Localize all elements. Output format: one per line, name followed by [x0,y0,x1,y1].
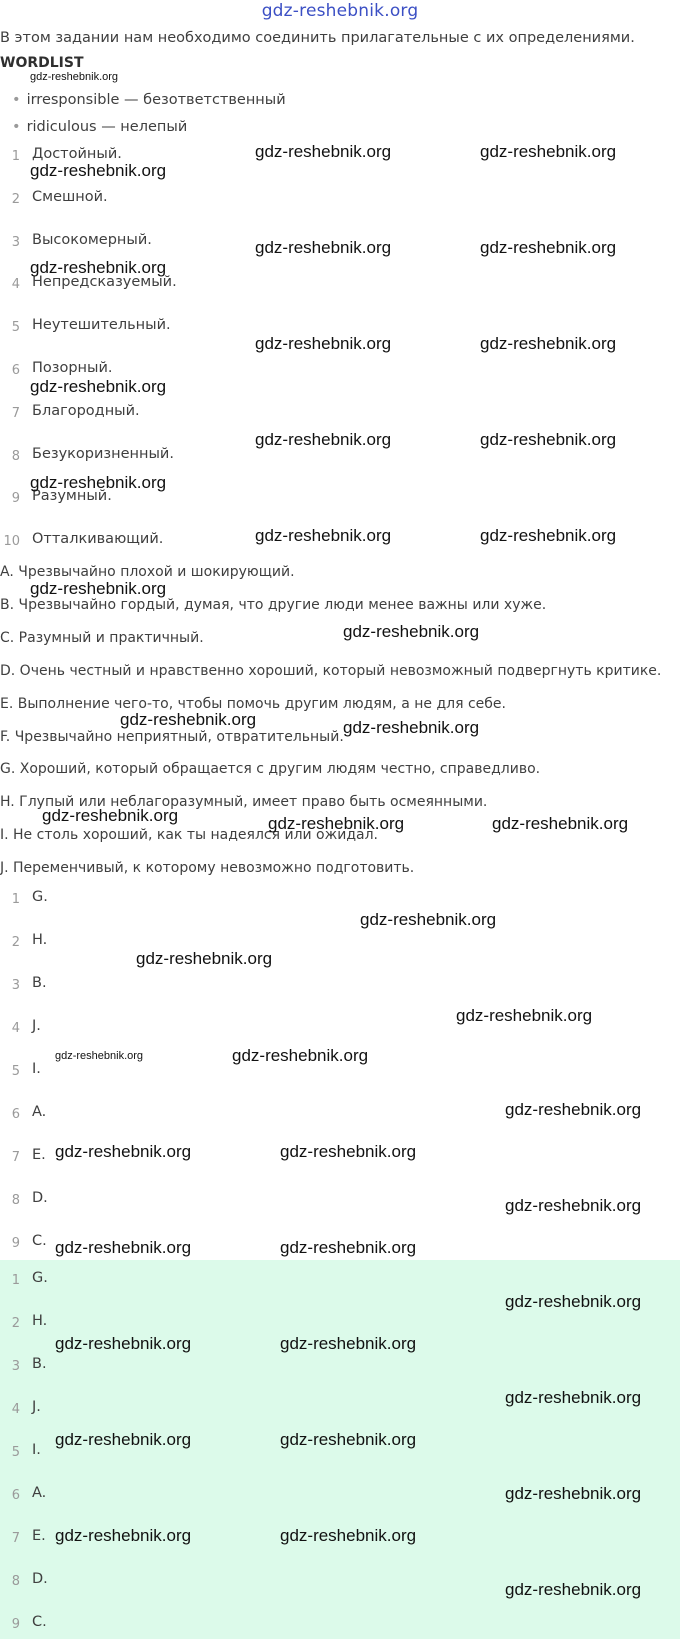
item-number: 9 [11,491,20,507]
watermark: gdz-reshebnik.org [55,1142,192,1161]
watermark: gdz-reshebnik.org [55,1430,192,1449]
watermark: gdz-reshebnik.org [480,430,617,449]
definition-row: E. Выполнение чего-то, чтобы помочь другим людям, а не для себе. [0,695,506,712]
bullet-icon: • [12,119,21,135]
item-text: I. [32,1061,41,1077]
item-number: 4 [11,1402,20,1417]
watermark: gdz-reshebnik.org [343,718,480,737]
wordlist-heading: WORDLIST [0,55,84,71]
item-text: Отталкивающий. [32,531,164,548]
item-text: H. [32,932,48,948]
item-number: 3 [11,978,20,993]
item-number: 1 [11,1273,20,1288]
item-text: D. [32,1571,48,1587]
watermark: gdz-reshebnik.org [492,814,629,833]
watermark: gdz-reshebnik.org [55,1334,192,1353]
adjective-row [0,403,680,423]
item-number: 7 [11,1531,20,1546]
item-text: I. [32,1442,41,1458]
watermark: gdz-reshebnik.org [55,1238,192,1257]
watermark: gdz-reshebnik.org [55,1526,192,1545]
watermark: gdz-reshebnik.org [30,161,167,180]
answer-row [0,975,680,995]
item-text: Смешной. [32,188,108,205]
watermark: gdz-reshebnik.org [280,1526,417,1545]
item-text: E. [32,1528,46,1544]
watermark: gdz-reshebnik.org [480,526,617,545]
definition-row: B. Чрезвычайно гордый, думая, что другие люди менее важны или хуже. [0,596,547,613]
bullet-icon: • [12,92,21,108]
watermark: gdz-reshebnik.org [456,1006,593,1025]
item-number: 9 [11,1236,20,1251]
watermark: gdz-reshebnik.org [280,1238,417,1257]
item-text: A. [32,1485,47,1501]
answer-row [0,1270,680,1290]
item-number: 8 [11,1574,20,1589]
item-text: E. [32,1147,46,1163]
answer-row [0,932,680,952]
item-text: D. [32,1190,48,1206]
item-text: C. [32,1614,47,1630]
item-number: 7 [11,405,20,421]
answer-row [0,889,680,909]
watermark: gdz-reshebnik.org [255,142,392,161]
item-text: H. [32,1313,48,1329]
watermark: gdz-reshebnik.org [232,1046,369,1065]
adjective-row [0,189,680,209]
definition-row: F. Чрезвычайно неприятный, отвратительный. [0,728,344,745]
item-text: C. [32,1233,47,1249]
item-number: 2 [11,191,20,207]
watermark: gdz-reshebnik.org [255,334,392,353]
item-text: Позорный. [32,360,113,376]
item-text: A. [32,1104,47,1120]
item-number: 6 [11,1488,20,1503]
item-text: B. [32,1356,47,1372]
item-number: 8 [11,448,20,464]
wordlist-item: • ridiculous — нелепый [12,119,188,135]
item-text: Разумный. [32,488,112,505]
item-number: 7 [11,1150,20,1165]
watermark: gdz-reshebnik.org [42,806,179,825]
watermark: gdz-reshebnik.org [55,1050,144,1062]
item-number: 9 [11,1617,20,1632]
item-number: 6 [11,1107,20,1122]
item-text: J. [32,1399,41,1415]
item-text: J. [32,1018,41,1034]
watermark: gdz-reshebnik.org [480,142,617,161]
watermark: gdz-reshebnik.org [120,710,257,729]
answer-row [0,1356,680,1376]
item-text: Высокомерный. [32,231,152,248]
item-number: 4 [11,1021,20,1036]
watermark: gdz-reshebnik.org [30,71,119,83]
definition-row: A. Чрезвычайно плохой и шокирующий. [0,564,295,580]
item-text: Безукоризненный. [32,445,174,462]
item-number: 2 [11,1316,20,1331]
watermark: gdz-reshebnik.org [505,1292,642,1311]
definition-row: G. Хороший, который обращается с другим людям честно, справедливо. [0,761,541,778]
watermark: gdz-reshebnik.org [505,1580,642,1599]
definition-row: H. Глупый или неблагоразумный, имеет право быть осмеянными. [0,794,488,811]
item-text: Непредсказуемый. [32,274,177,291]
site-header[interactable]: gdz-reshebnik.org [261,1,419,21]
watermark: gdz-reshebnik.org [136,949,273,968]
watermark: gdz-reshebnik.org [505,1196,642,1215]
item-number: 2 [11,935,20,950]
watermark: gdz-reshebnik.org [505,1100,642,1119]
definition-row: J. Переменчивый, к которому невозможно подготовить. [0,860,415,877]
watermark: gdz-reshebnik.org [30,473,167,492]
item-number: 5 [11,320,20,336]
watermark: gdz-reshebnik.org [280,1142,417,1161]
item-text: G. [32,1270,48,1286]
answer-row [0,1614,680,1634]
item-number: 5 [11,1064,20,1079]
watermark: gdz-reshebnik.org [360,910,497,929]
watermark: gdz-reshebnik.org [30,377,167,396]
watermark: gdz-reshebnik.org [30,258,167,277]
wordlist-item: • irresponsible — безответственный [12,92,286,108]
watermark: gdz-reshebnik.org [268,814,405,833]
watermark: gdz-reshebnik.org [505,1484,642,1503]
watermark: gdz-reshebnik.org [255,238,392,257]
item-number: 8 [11,1193,20,1208]
intro-text: В этом задании нам необходимо соединить прилагательные с их определениями. [0,30,635,46]
watermark: gdz-reshebnik.org [280,1334,417,1353]
item-number: 5 [11,1445,20,1460]
item-text: Неутешительный. [32,317,171,334]
item-number: 3 [11,234,20,250]
definition-row: I. Не столь хороший, как ты надеялся или ожидал. [0,827,378,844]
item-number: 1 [11,892,20,907]
item-number: 6 [11,363,20,378]
item-number: 1 [11,149,20,164]
watermark: gdz-reshebnik.org [280,1430,417,1449]
item-text: Благородный. [32,402,140,419]
watermark: gdz-reshebnik.org [480,238,617,257]
definition-row: C. Разумный и практичный. [0,629,204,646]
watermark: gdz-reshebnik.org [505,1388,642,1407]
item-text: B. [32,975,47,991]
watermark: gdz-reshebnik.org [30,579,167,598]
watermark: gdz-reshebnik.org [343,622,480,641]
item-text: Достойный. [32,146,122,162]
definition-row: D. Очень честный и нравственно хороший, который невозможный подвергнуть критике. [0,662,662,679]
item-number: 4 [11,277,20,293]
item-number: 3 [11,1359,20,1374]
item-number: 10 [3,534,20,550]
watermark: gdz-reshebnik.org [255,526,392,545]
item-text: G. [32,889,48,905]
watermark: gdz-reshebnik.org [255,430,392,449]
answer-row [0,1313,680,1333]
watermark: gdz-reshebnik.org [480,334,617,353]
